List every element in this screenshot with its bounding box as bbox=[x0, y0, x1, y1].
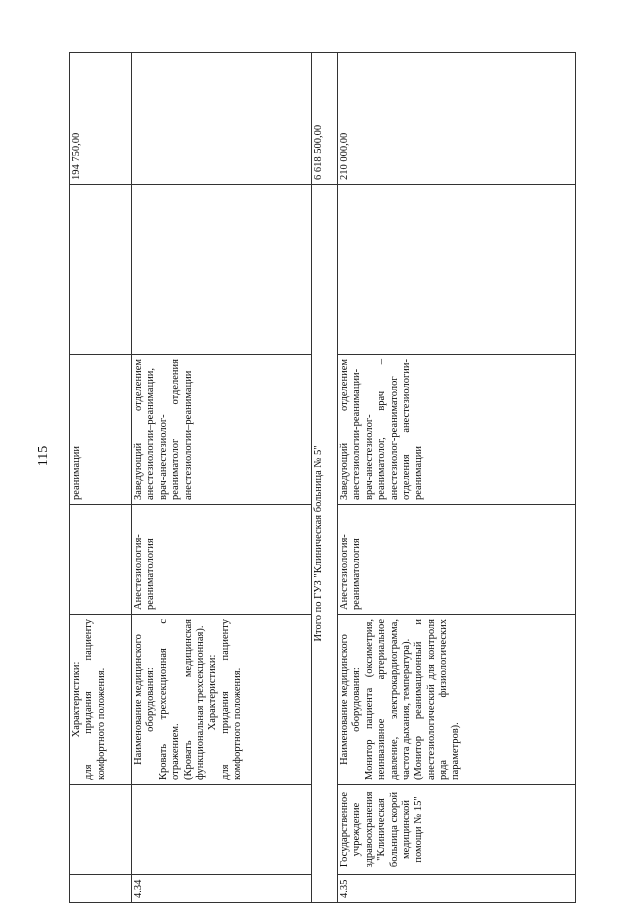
table-row-total bbox=[312, 53, 338, 903]
equipment-line: Монитор пациента (оксиметрия, неинвазивное артериальное давление, электрокардиограмма, частота дыхания, температура). bbox=[363, 619, 412, 780]
cell-price bbox=[70, 53, 132, 185]
table-row-continuation bbox=[70, 53, 132, 903]
rotated-table-wrapper bbox=[69, 53, 579, 903]
equipment-line: Наименование медицинского оборудования: bbox=[133, 634, 157, 765]
equipment-table bbox=[69, 52, 576, 903]
cell-equipment bbox=[338, 615, 576, 785]
cell-specialty: Анестезиология-реаниматология bbox=[132, 505, 312, 615]
position-text: реанимации bbox=[71, 445, 82, 500]
cell-institution bbox=[132, 785, 312, 875]
total-label: Итого по ГУЗ "Клиническая больница № 5" bbox=[312, 185, 338, 903]
total-amount: 6 618 500,00 bbox=[312, 53, 338, 185]
cell-equipment bbox=[70, 615, 132, 785]
cell-price bbox=[132, 53, 312, 185]
equipment-line: для придания пациенту комфортного положения. bbox=[219, 619, 243, 780]
cell-blank bbox=[132, 185, 312, 355]
cell-blank bbox=[338, 185, 576, 355]
equipment-line: (Кровать медицинская функциональная трехсекционная). bbox=[182, 619, 206, 780]
equipment-line: Наименование медицинского оборудования: bbox=[339, 634, 363, 765]
cell-position: Заведующий отделением анестезиологии–реанимации, врач-анестезиолог-реаниматолог отделения анестезиологии–реанимации bbox=[132, 355, 312, 505]
cell-blank bbox=[70, 185, 132, 355]
cell-equipment bbox=[132, 615, 312, 785]
equipment-line: Кровать трехсекционная с отражением. bbox=[157, 619, 182, 780]
equipment-line: (Монитор реанимационный и анестезиологический для контроля ряда физиологических параметров). bbox=[413, 619, 462, 780]
cell-position: Заведующий отделением анестезиологии-реанимации-врач-анестезиолог-реаниматолог, врач – анестезиолог-реаниматолог отделения анестезиологии-реанимации bbox=[338, 355, 576, 505]
cell-specialty: Анестезиология-реаниматология bbox=[338, 505, 576, 615]
cell-num: 4.35 bbox=[338, 875, 576, 903]
equipment-line: для придания пациенту комфортного положения. bbox=[83, 619, 107, 780]
cell-institution bbox=[70, 785, 132, 875]
cell-specialty bbox=[70, 505, 132, 615]
cell-institution: Государственное учреждение здравоохранения "Клиническая больница скорой медицинской помощи № 15" bbox=[338, 785, 576, 875]
cell-price: 210 000,00 bbox=[338, 53, 576, 185]
cell-num bbox=[70, 875, 132, 903]
page-number: 115 bbox=[36, 445, 51, 467]
equipment-line: Характеристики: bbox=[71, 661, 82, 738]
price-text: 194 750,00 bbox=[71, 132, 82, 180]
cell-position bbox=[70, 355, 132, 505]
equipment-line: Характеристики: bbox=[207, 654, 219, 731]
cell-num: 4.34 bbox=[132, 875, 312, 903]
table-row-4-34 bbox=[132, 53, 312, 903]
table-row-4-35 bbox=[338, 53, 576, 903]
